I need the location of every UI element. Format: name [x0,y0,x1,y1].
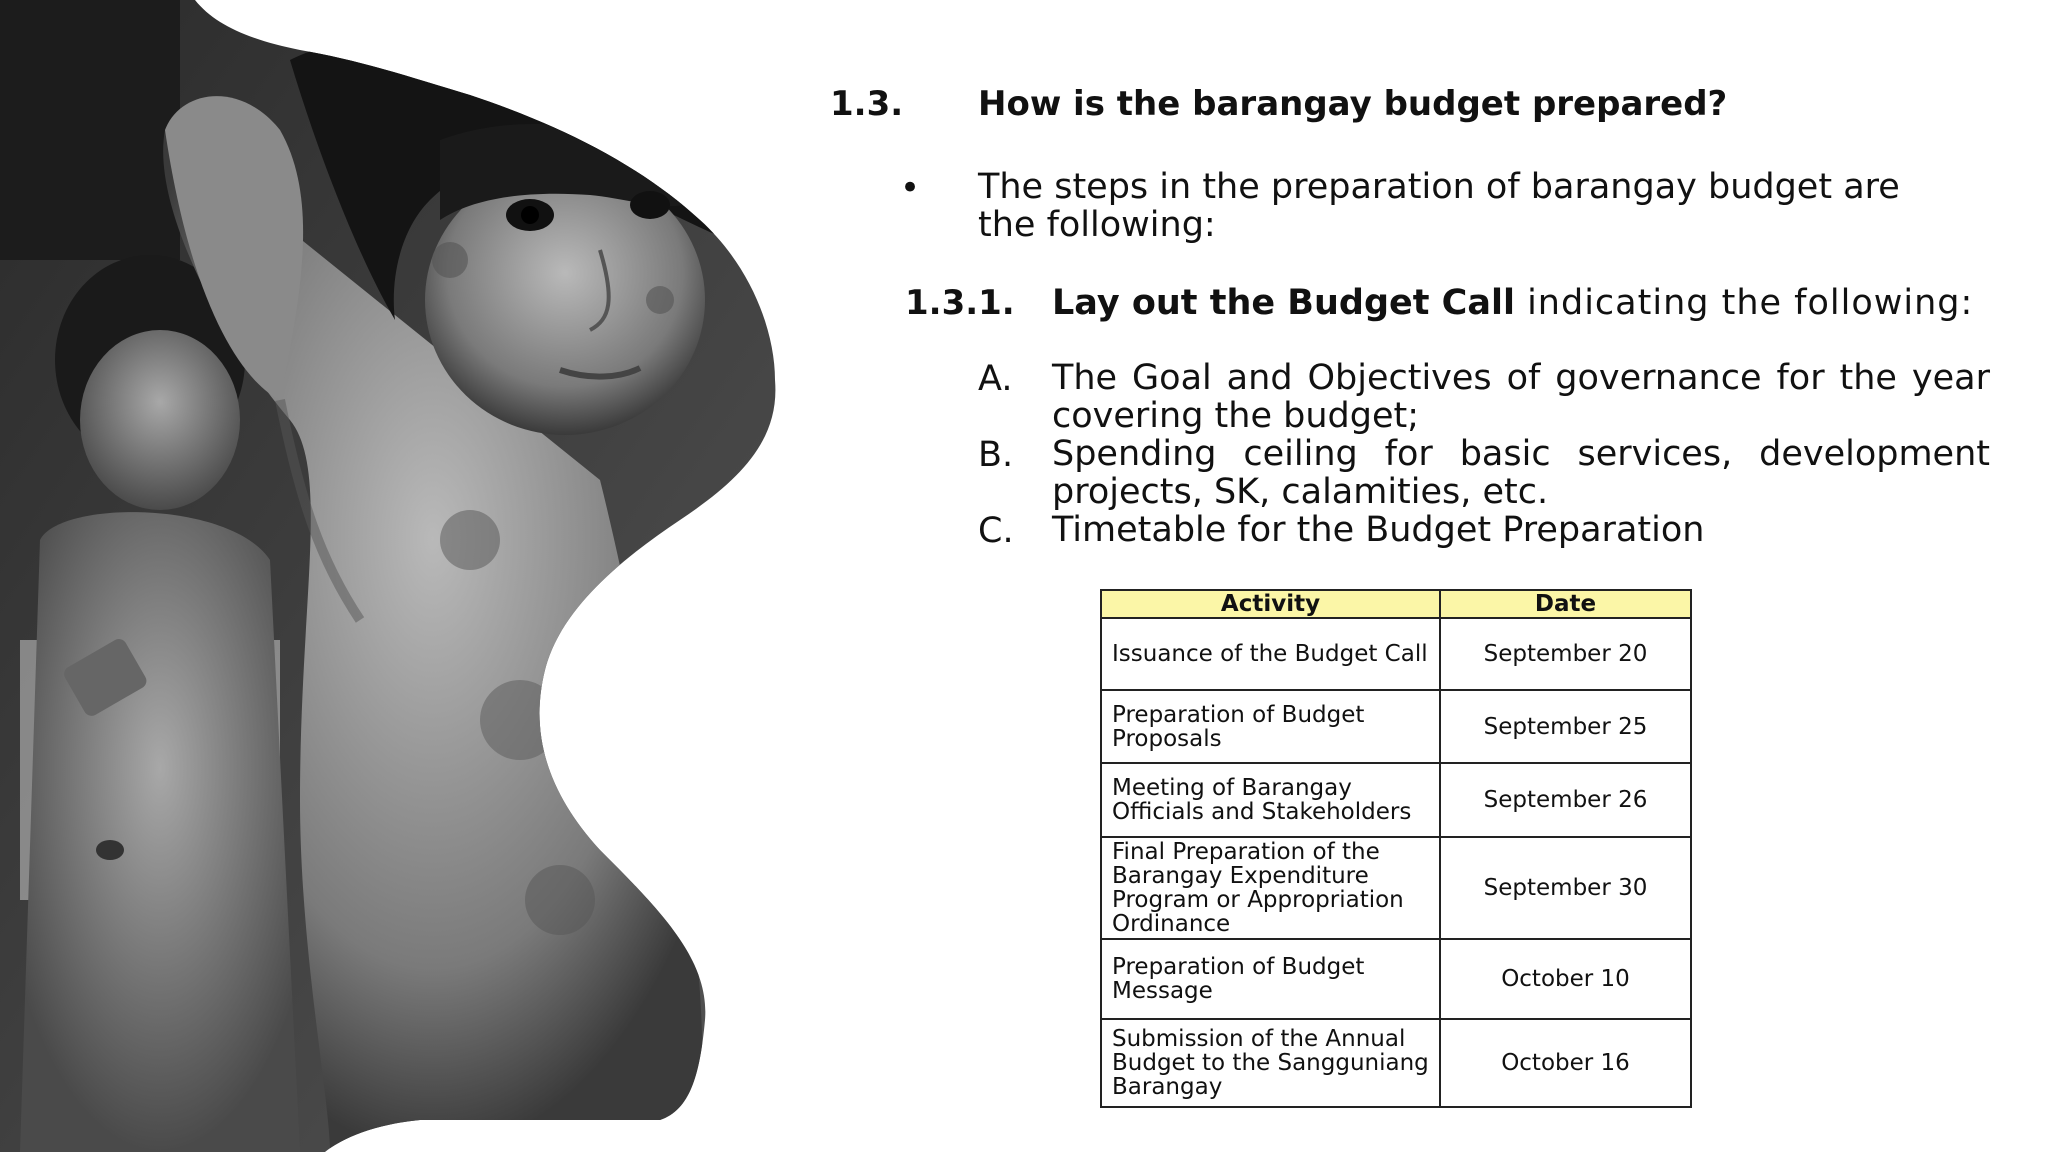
activity-cell: Submission of the Annual Budget to the Sangguniang Barangay [1101,1019,1440,1107]
table-row [1101,763,1691,837]
subsection-number: 1.3.1. [905,283,1015,323]
table-row [1101,939,1691,1019]
list-item-b: Spending ceiling for basic services, development projects, SK, calamities, etc. [1052,434,1990,512]
date-cell: September 30 [1440,837,1691,939]
bullet-icon: • [900,168,921,208]
date-cell: September 20 [1440,618,1691,690]
activity-cell: Preparation of Budget Message [1101,939,1440,1019]
list-item-a: The Goal and Objectives of governance for the year covering the budget; [1052,358,1990,436]
date-cell: October 16 [1440,1019,1691,1107]
list-item-c: Timetable for the Budget Preparation [1052,510,1705,550]
intro-text: The steps in the preparation of barangay budget are the following: [978,167,1900,245]
table-row [1101,690,1691,763]
activity-cell: Final Preparation of the Barangay Expenditure Program or Appropriation Ordinance [1101,837,1440,939]
table-row [1101,618,1691,690]
section-number: 1.3. [830,84,904,124]
list-letter-b: B. [978,435,1014,475]
table-header-row [1101,590,1691,618]
table-row [1101,1019,1691,1107]
subsection-bold: Lay out the Budget Call [1052,283,1515,323]
table-row [1101,837,1691,939]
list-letter-c: C. [978,511,1014,551]
budget-timetable [1100,589,1692,1108]
activity-cell: Issuance of the Budget Call [1101,618,1440,690]
section-title: How is the barangay budget prepared? [978,84,1728,124]
subsection-title [1052,283,1973,323]
list-letter-a: A. [978,359,1013,399]
children-photo [0,0,800,1152]
activity-cell: Meeting of Barangay Officials and Stakeholders [1101,763,1440,837]
header-date: Date [1440,590,1691,618]
date-cell: October 10 [1440,939,1691,1019]
date-cell: September 25 [1440,690,1691,763]
date-cell: September 26 [1440,763,1691,837]
header-activity: Activity [1101,590,1440,618]
activity-cell: Preparation of Budget Proposals [1101,690,1440,763]
subsection-rest: indicating the following: [1514,283,1974,323]
